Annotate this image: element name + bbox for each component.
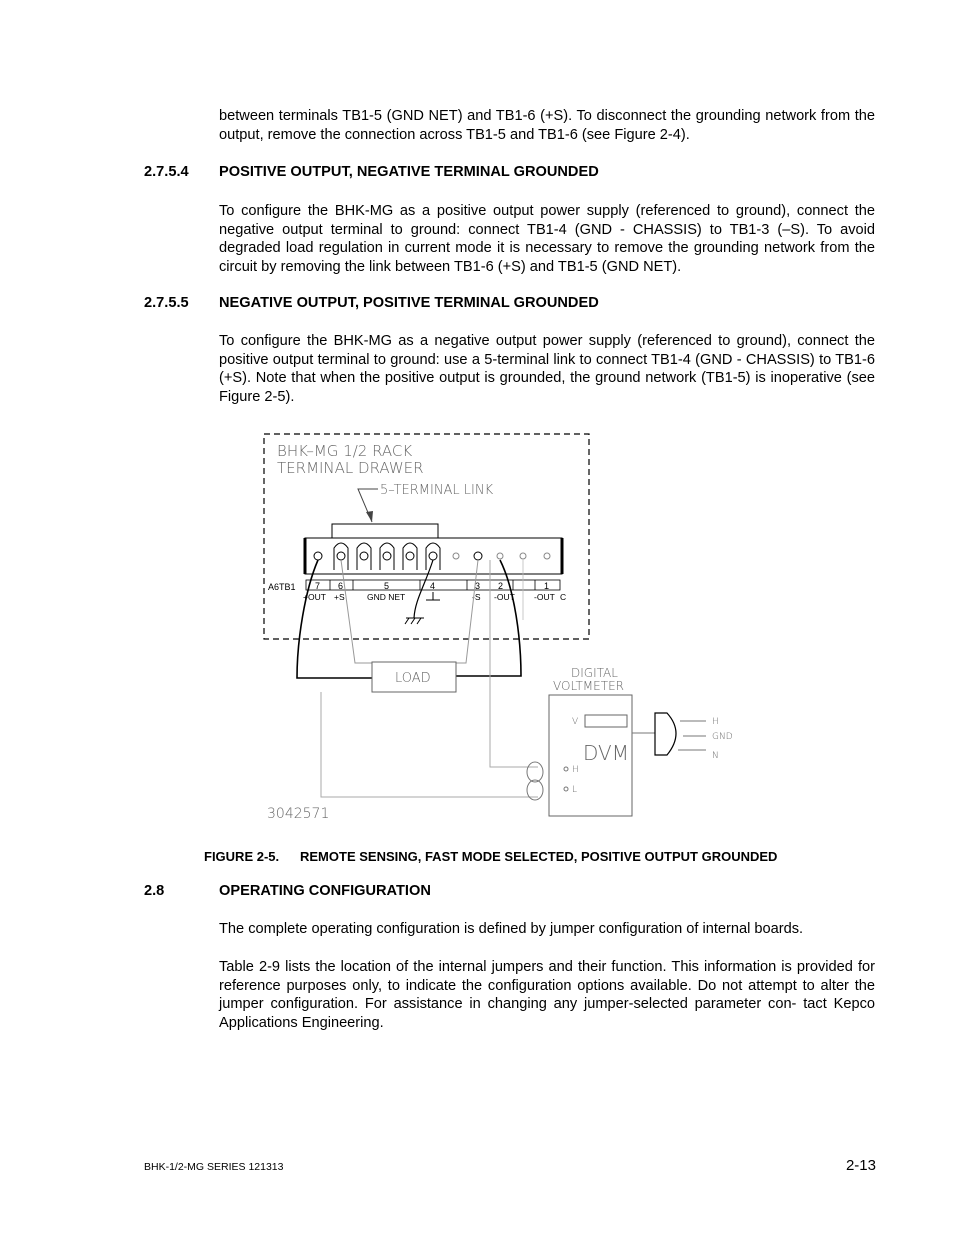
section-2755-body: To configure the BHK-MG as a negative output power supply (referenced to ground), connect the positive output terminal to ground: use a 5-terminal link to connect TB1-4 (GND - CHASSIS) to TB1-6 (+S). Note that when the positive output is grounded, the ground network (TB1-5) is inoperative (see Figure 2-5). [219,333,875,405]
section-title: NEGATIVE OUTPUT, POSITIVE TERMINAL GROUNDED [219,295,599,311]
caption-number: FIGURE 2-5. [204,849,280,864]
minus-s-sense-wire [456,560,481,663]
link-arrow [358,489,378,522]
terminal-number-6: 6 [338,581,344,591]
terminal-label-c: C [560,592,567,602]
section-title: POSITIVE OUTPUT, NEGATIVE TERMINAL GROUNDED [219,164,599,180]
terminal-number-4: 4 [430,581,436,591]
plug-h-label: H [712,717,719,727]
section-28-body-2: Table 2-9 lists the location of the internal jumpers and their function. This information is provided for reference purposes only, to indicate the configuration options available. Do not attempt to alter the jumper configuration. For assistance in changing any jumper-selected parameter con- tact Kepco Applications Engineering. [219,959,875,1031]
twisted-pair-icon [527,762,543,782]
plug-n-label: N [712,751,719,761]
dvm-title-line1: DIGITAL [571,666,618,680]
terminal-number-2: 2 [498,581,504,591]
dvm-title-line2: VOLTMETER [553,679,624,693]
plus-s-sense-wire [341,560,372,663]
dvm-h-label: H [572,765,579,775]
link-tabs [334,543,440,570]
tb-label: A6TB1 [268,582,296,592]
intro-paragraph: between terminals TB1-5 (GND NET) and TB1-6 (+S). To disconnect the grounding network from the output, remove the connection across TB1-5 and TB1-6 (see Figure 2-4). [219,108,875,143]
drawing-number: 3042571 [267,806,330,822]
dvm-display [585,715,627,727]
link-arrowhead [366,511,373,522]
terminal-number-1: 1 [544,581,550,591]
section-28-body-1: The complete operating configuration is defined by jumper configuration of internal boards. [219,921,804,937]
terminal-screws [314,552,550,560]
section-number: 2.7.5.5 [144,295,189,311]
dvm-l-terminal [564,787,568,791]
earth-ground-icon [405,618,424,624]
terminal-number-5: 5 [384,581,390,591]
load-label: LOAD [395,671,431,686]
terminal-label-minus-out-2: -OUT [494,592,515,602]
minus-out-wire [456,560,521,676]
section-title: OPERATING CONFIGURATION [219,883,431,899]
terminal-label-minus-out-1: -OUT [534,592,555,602]
drawer-title-line2: TERMINAL DRAWER [277,459,424,477]
link-bar [332,524,438,538]
terminal-label-plus-out: +OUT [303,592,326,602]
terminal-number-3: 3 [475,581,481,591]
dvm-v-label: V [572,717,579,727]
dvm-h-terminal [564,767,568,771]
terminal-label-plus-s: +S [334,592,345,602]
footer-page-number: 2-13 [845,1157,876,1174]
dvm-label: DVM [583,741,629,765]
power-plug-icon [655,713,676,755]
terminal-number-7: 7 [315,581,321,591]
plug-gnd-label: GND [712,732,733,742]
terminal-label-minus-s: -S [472,592,481,602]
footer-doc-id: BHK-1/2-MG SERIES 121313 [144,1161,284,1173]
plus-out-wire [297,560,372,678]
section-number: 2.7.5.4 [144,164,189,180]
section-number: 2.8 [144,883,165,899]
section-2754-body: To configure the BHK-MG as a positive output power supply (referenced to ground), connect the negative output terminal to ground: connect TB1-4 (GND - CHASSIS) to TB1-3 (–S). To avoid degraded load regulation in current mode it is necessary to remove the grounding network from the circuit by removing the link between TB1-6 (+S) and TB1-5 (GND NET). [219,203,875,275]
link-label: 5–TERMINAL LINK [380,483,494,498]
caption-text: REMOTE SENSING, FAST MODE SELECTED, POSITIVE OUTPUT GROUNDED [300,849,778,864]
dvm-l-label: L [572,785,578,795]
terminal-label-gnd-net: GND NET [367,592,406,602]
drawer-title-line1: BHK–MG 1/2 RACK [277,442,413,460]
dvm-low-lead [321,692,538,797]
figure-caption [204,849,777,864]
